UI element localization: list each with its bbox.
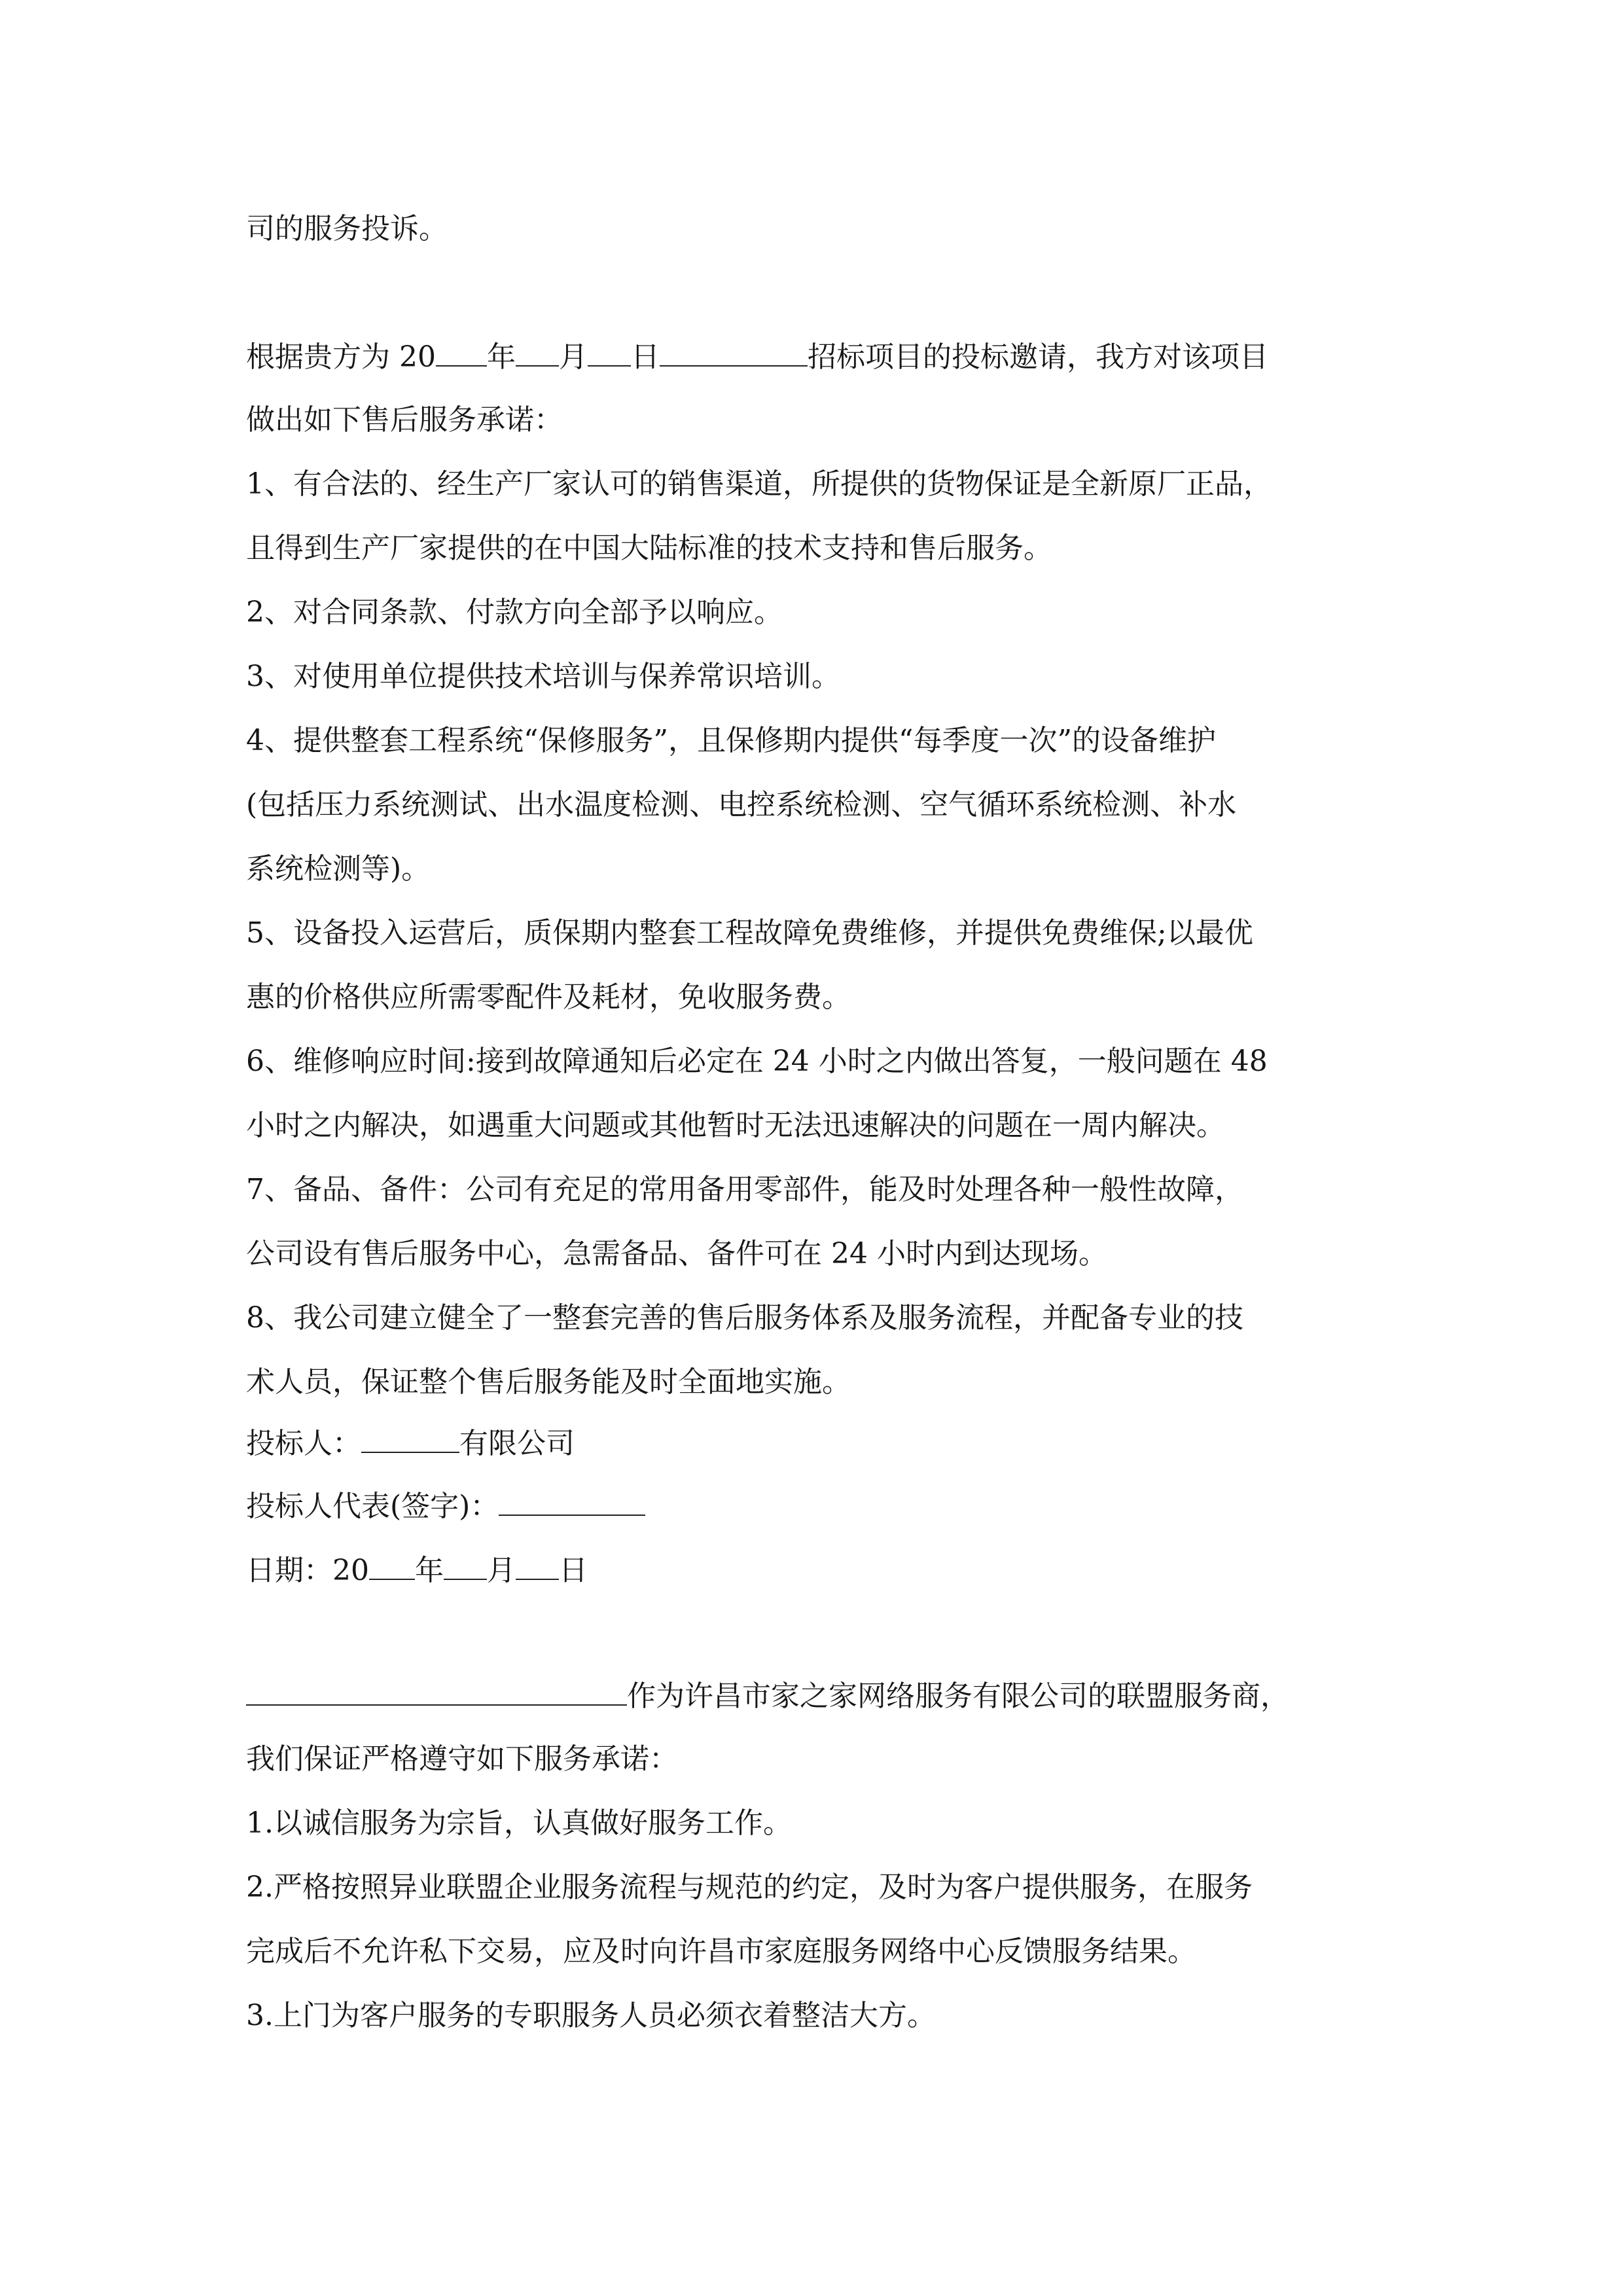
item-3: 3、对使用单位提供技术培训与保养常识培训。 <box>246 660 840 693</box>
representative-line <box>246 1486 645 1526</box>
date-day-blank <box>516 1550 559 1580</box>
merchant-name-blank <box>246 1676 627 1706</box>
item-4-line-1: 4、提供整套工程系统“保修服务”，且保修期内提供“每季度一次”的设备维护 <box>246 724 1216 757</box>
intro-text-d: 日 <box>630 340 660 374</box>
month-blank <box>516 336 559 367</box>
item-8-line-1: 8、我公司建立健全了一整套完善的售后服务体系及服务流程，并配备专业的技 <box>246 1301 1243 1335</box>
intro-text-c: 月 <box>558 340 588 374</box>
date-line <box>246 1550 588 1590</box>
date-month-blank <box>444 1550 487 1580</box>
bidder-suffix: 有限公司 <box>459 1427 575 1460</box>
date-month-label: 月 <box>487 1554 516 1587</box>
intro-line-2: 做出如下售后服务承诺： <box>246 403 563 437</box>
project-blank <box>660 336 808 367</box>
section2-item-2-line-1: 2.严格按照异业联盟企业服务流程与规范的约定，及时为客户提供服务，在服务 <box>246 1871 1253 1904</box>
item-4-line-3: 系统检测等)。 <box>246 852 431 886</box>
bidder-blank <box>361 1423 459 1453</box>
date-label: 日期：20 <box>246 1554 369 1587</box>
representative-label: 投标人代表(签字)： <box>246 1490 499 1523</box>
item-1-line-2: 且得到生产厂家提供的在中国大陆标准的技术支持和售后服务。 <box>246 531 1052 565</box>
item-2: 2、对合同条款、付款方向全部予以响应。 <box>246 596 783 629</box>
intro-text-a: 根据贵方为 20 <box>246 340 436 374</box>
intro-text-e: 招标项目的投标邀请，我方对该项目 <box>807 340 1268 374</box>
bidder-label: 投标人： <box>246 1427 361 1460</box>
paragraph-fragment: 司的服务投诉。 <box>246 212 448 245</box>
intro-text-b: 年 <box>486 340 516 374</box>
day-blank <box>588 336 631 367</box>
date-day-label: 日 <box>559 1554 588 1587</box>
item-8-line-2: 术人员，保证整个售后服务能及时全面地实施。 <box>246 1365 851 1399</box>
item-1-line-1: 1、有合法的、经生产厂家认可的销售渠道，所提供的货物保证是全新原厂正品， <box>246 467 1272 501</box>
section2-intro-line-2: 我们保证严格遵守如下服务承诺： <box>246 1742 678 1776</box>
section2-item-1: 1.以诚信服务为宗旨，认真做好服务工作。 <box>246 1806 792 1840</box>
item-7-line-1: 7、备品、备件：公司有充足的常用备用零部件，能及时处理各种一般性故障， <box>246 1173 1243 1206</box>
item-6-line-2: 小时之内解决，如遇重大问题或其他暂时无法迅速解决的问题在一周内解决。 <box>246 1109 1225 1142</box>
item-4-line-2: (包括压力系统测试、出水温度检测、电控系统检测、空气循环系统检测、补水 <box>246 788 1237 821</box>
date-year-label: 年 <box>415 1554 444 1587</box>
section2-intro-line-1 <box>246 1676 1289 1716</box>
item-6-line-1: 6、维修响应时间:接到故障通知后必定在 24 小时之内做出答复，一般问题在 48 <box>246 1045 1268 1078</box>
item-5-line-1: 5、设备投入运营后，质保期内整套工程故障免费维修，并提供免费维保;以最优 <box>246 916 1253 950</box>
item-7-line-2: 公司设有售后服务中心，急需备品、备件可在 24 小时内到达现场。 <box>246 1237 1107 1270</box>
date-year-blank <box>369 1550 415 1580</box>
section2-intro-text: 作为许昌市家之家网络服务有限公司的联盟服务商， <box>627 1679 1289 1713</box>
item-5-line-2: 惠的价格供应所需零配件及耗材，免收服务费。 <box>246 980 851 1014</box>
year-blank <box>436 336 487 367</box>
signature-blank <box>499 1486 645 1516</box>
bidder-line <box>246 1423 575 1463</box>
section2-item-3: 3.上门为客户服务的专职服务人员必须衣着整洁大方。 <box>246 1999 936 2032</box>
intro-line-1 <box>246 336 1268 377</box>
section2-item-2-line-2: 完成后不允许私下交易，应及时向许昌市家庭服务网络中心反馈服务结果。 <box>246 1935 1196 1968</box>
